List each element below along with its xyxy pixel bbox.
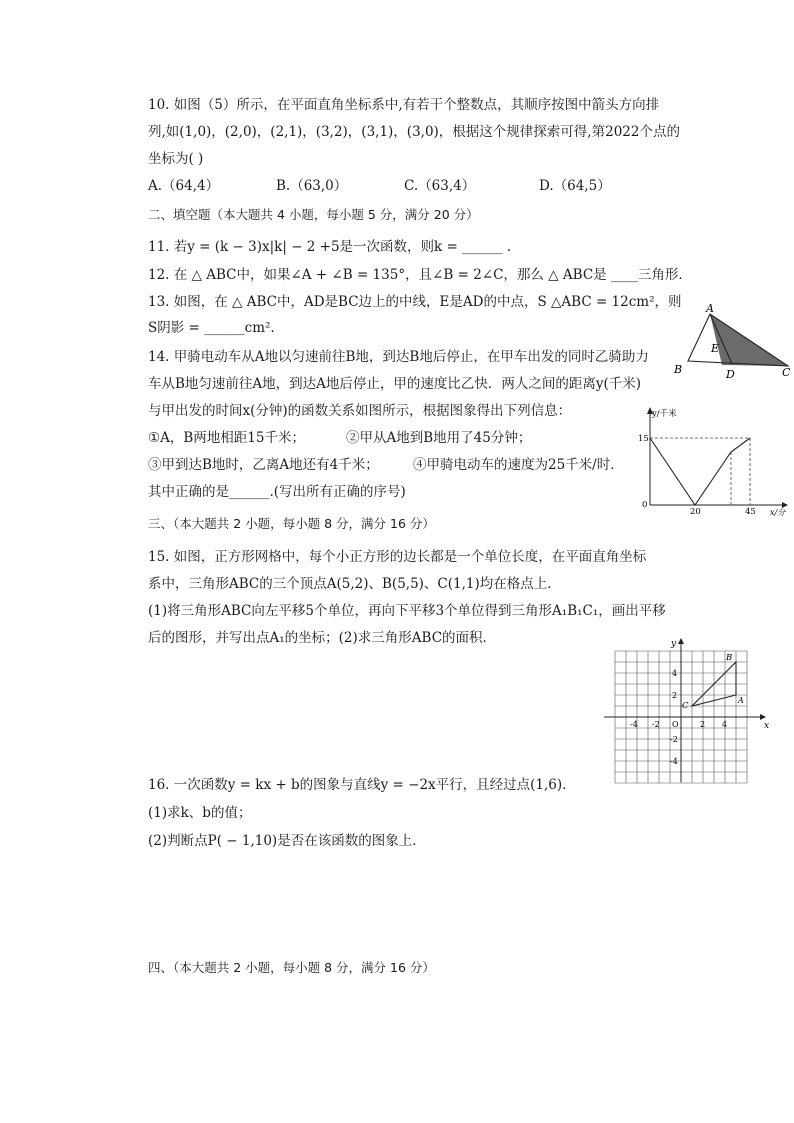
q15-line4: 后的图形，并写出点A₁的坐标；(2)求三角形ABC的面积． (148, 630, 497, 646)
grid-ytick-4: 4 (672, 669, 678, 678)
q13-line2: S阴影 = ______cm². (148, 320, 275, 336)
q15-line2: 系中，三角形ABC的三个顶点A(5,2)、B(5,5)、C(1,1)均在格点上． (148, 576, 561, 592)
q14-statement-1: ①A，B两地相距15千米； (148, 430, 305, 446)
grid-xtick-neg4: -4 (630, 720, 638, 729)
q14-line6: 其中正确的是______.(写出所有正确的序号) (148, 484, 406, 500)
label-c: C (782, 366, 791, 379)
label-a: A (706, 302, 714, 315)
q10-line3: 坐标为( ) (148, 151, 204, 167)
q10-option-a: A.（64,4） (148, 178, 220, 194)
q10-option-d: D.（64,5） (539, 178, 611, 194)
q10-option-b: B.（63,0） (276, 178, 348, 194)
grid-xtick-4: 4 (722, 720, 728, 729)
grid-ytick-neg4: -4 (670, 757, 678, 766)
q13-line1: 13. 如图，在 △ ABC中，AD是BC边上的中线，E是AD的中点，S △ABC = 12cm²，则 (148, 294, 682, 310)
graph-x-label: x/分 (770, 508, 786, 517)
label-e: E (711, 342, 720, 355)
grid-label-c: C (682, 701, 689, 711)
grid-x-arrow (760, 714, 766, 720)
grid-y-label: y (671, 639, 677, 649)
q14-statement-2: ②甲从A地到B地用了45分钟； (346, 430, 532, 446)
q10-option-c: C.（63,4） (404, 178, 476, 194)
grid-xtick-neg2: -2 (652, 720, 660, 729)
grid-ytick-neg2: -2 (670, 735, 678, 744)
q15-line1: 15. 如图，正方形网格中，每个小正方形的边长都是一个单位长度，在平面直角坐标 (148, 549, 647, 565)
q14-line1: 14. 甲骑电动车从A地以匀速前往B地，到达B地后停止，在甲车出发的同时乙骑助力 (148, 349, 649, 365)
q15-line3: (1)将三角形ABC向左平移5个单位，再向下平移3个单位得到三角形A₁B₁C₁，画出平移 (148, 603, 666, 619)
grid-origin: O (672, 720, 679, 729)
grid-x-label: x (764, 721, 770, 731)
graph-y15: 15 (638, 434, 649, 444)
triangle-figure (668, 298, 794, 380)
grid-xtick-2: 2 (700, 720, 706, 729)
distance-line (650, 438, 750, 505)
grid-ytick-2: 2 (672, 691, 678, 700)
q14-line2: 车从B地匀速前往A地，到达A地后停止，甲的速度比乙快．两人之间的距离y(千米) (148, 376, 642, 392)
distance-time-graph (636, 404, 794, 518)
q10-line1: 10. 如图（5）所示，在平面直角坐标系中,有若干个整数点，其顺序按图中箭头方向排 (148, 97, 660, 113)
q16-line3: (2)判断点P( − 1,10)是否在该函数的图象上． (148, 833, 426, 849)
coordinate-grid-figure (600, 636, 776, 786)
q14-line3: 与甲出发的时间x(分钟)的函数关系如图所示，根据图象得出下列信息： (148, 403, 572, 419)
grid-label-b: B (726, 653, 733, 663)
section-4-heading: 四、（本大题共 2 小题，每小题 8 分，满分 16 分） (148, 960, 435, 975)
section-2-heading: 二、填空题（本大题共 4 小题，每小题 5 分，满分 20 分） (148, 207, 479, 222)
graph-x20: 20 (690, 507, 701, 517)
q12: 12. 在 △ ABC中，如果∠A + ∠B = 135°，且∠B = 2∠C，那么 △ ABC是 ____三角形． (148, 267, 692, 283)
q14-statement-3: ③甲到达B地时，乙离A地还有4千米； (148, 457, 379, 473)
graph-y-label: y/千米 (652, 409, 677, 419)
q16-line1: 16. 一次函数y = kx + b的图象与直线y = −2x平行，且经过点(1,6)． (148, 777, 576, 793)
section-3-heading: 三、（本大题共 2 小题，每小题 8 分，满分 16 分） (148, 516, 435, 531)
grid-label-a: A (738, 696, 744, 705)
q16-line2: (1)求k、b的值； (148, 805, 252, 821)
graph-origin: 0 (642, 500, 648, 510)
q11: 11. 若y = (k − 3)x|k| − 2 +5是一次函数，则k = ______ . (148, 239, 512, 255)
label-b: B (674, 363, 683, 376)
label-d: D (726, 368, 735, 380)
grid-y-arrow (678, 638, 684, 644)
graph-x45: 45 (745, 507, 756, 517)
q14-statement-4: ④甲骑电动车的速度为25千米/时． (413, 457, 624, 473)
q10-line2: 列,如(1,0)，(2,0)，(2,1)，(3,2)，(3,1)，(3,0)，根据这个规律探索可得,第2022个点的 (148, 124, 680, 140)
